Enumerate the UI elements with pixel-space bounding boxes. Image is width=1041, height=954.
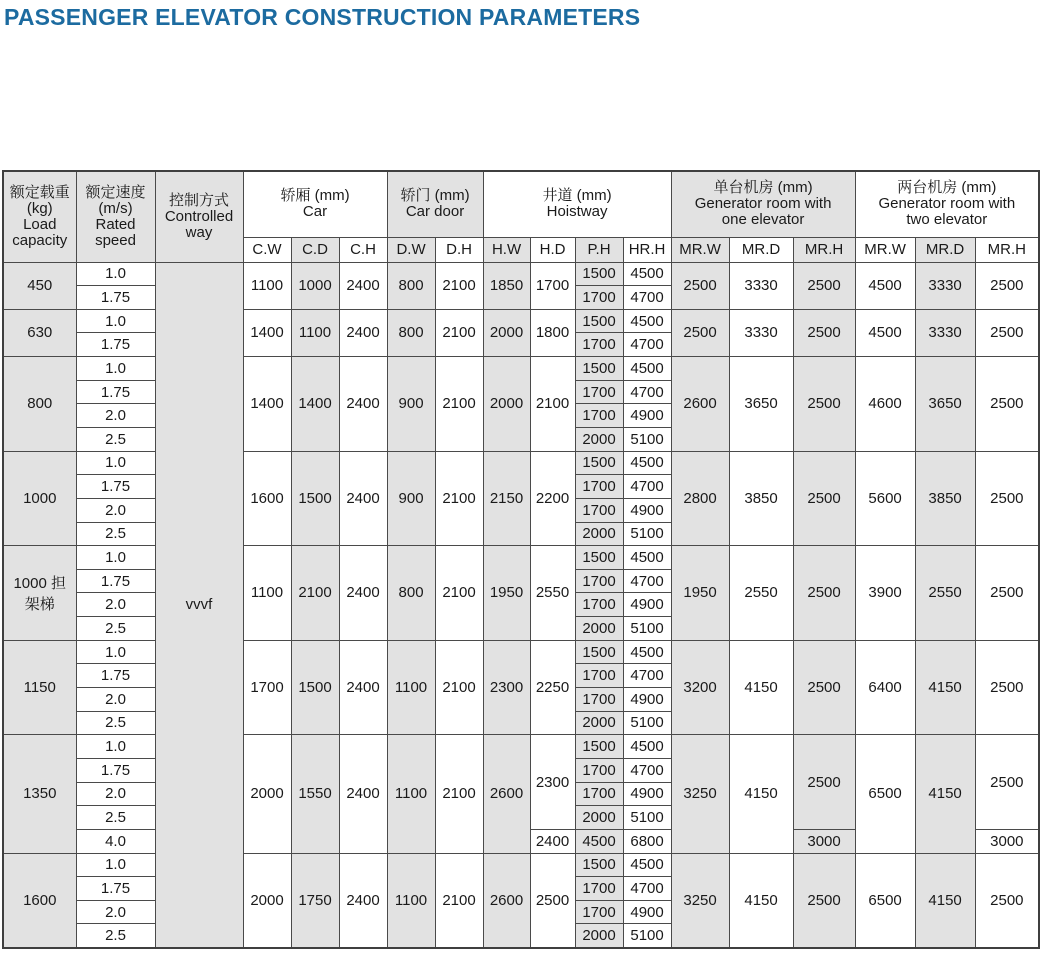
cell-headroom-height: 4700 (623, 475, 671, 499)
cell-two-room-height: 2500 (975, 640, 1039, 735)
header-rated-speed: 额定速度 (m/s) Rated speed (76, 171, 155, 262)
header-load-capacity: 额定载重 (kg) Load capacity (3, 171, 76, 262)
header-sub-ch: C.H (339, 237, 387, 262)
cell-headroom-height: 4900 (623, 593, 671, 617)
cell-car-width: 2000 (243, 853, 291, 948)
cell-two-room-height: 2500 (975, 546, 1039, 641)
cell-hoistway-width: 2150 (483, 451, 530, 546)
cell-car-width: 1700 (243, 640, 291, 735)
header-controlled-way: 控制方式 Controlled way (155, 171, 243, 262)
cell-headroom-height: 4500 (623, 735, 671, 759)
cell-headroom-height: 4900 (623, 900, 671, 924)
cell-hoistway-depth: 2400 (530, 829, 575, 853)
header-one-elevator-room-group: 单台机房 (mm) Generator room with one elevator (671, 171, 855, 237)
cell-one-room-width: 1950 (671, 546, 729, 641)
cell-headroom-height: 5100 (623, 924, 671, 948)
cell-hoistway-width: 2000 (483, 309, 530, 356)
cell-two-room-width: 6400 (855, 640, 915, 735)
cell-headroom-height: 4700 (623, 877, 671, 901)
cell-pit-height: 1700 (575, 404, 623, 428)
cell-headroom-height: 4900 (623, 498, 671, 522)
cell-pit-height: 1700 (575, 664, 623, 688)
cell-headroom-height: 6800 (623, 829, 671, 853)
cell-car-height: 2400 (339, 309, 387, 356)
cell-rated-speed: 2.5 (76, 617, 155, 641)
header-sub-mrd: MR.D (915, 237, 975, 262)
cell-headroom-height: 4700 (623, 333, 671, 357)
cell-hoistway-depth: 1700 (530, 262, 575, 309)
cell-two-room-height: 2500 (975, 262, 1039, 309)
cell-hoistway-depth: 2500 (530, 853, 575, 948)
cell-headroom-height: 4700 (623, 569, 671, 593)
cell-one-room-height: 2500 (793, 735, 855, 830)
cell-pit-height: 1700 (575, 593, 623, 617)
cell-headroom-height: 5100 (623, 617, 671, 641)
cell-pit-height: 1500 (575, 640, 623, 664)
cell-hoistway-depth: 1800 (530, 309, 575, 356)
cell-two-room-width: 4600 (855, 357, 915, 452)
cell-two-room-height: 2500 (975, 853, 1039, 948)
cell-one-room-width: 3250 (671, 853, 729, 948)
cell-two-room-depth: 3650 (915, 357, 975, 452)
cell-two-room-depth: 4150 (915, 640, 975, 735)
cell-hoistway-depth: 2100 (530, 357, 575, 452)
cell-car-depth: 2100 (291, 546, 339, 641)
cell-one-room-width: 3250 (671, 735, 729, 853)
cell-one-room-height: 2500 (793, 546, 855, 641)
cell-two-room-height: 2500 (975, 357, 1039, 452)
cell-two-room-width: 6500 (855, 853, 915, 948)
cell-headroom-height: 4500 (623, 640, 671, 664)
cell-one-room-height: 2500 (793, 853, 855, 948)
cell-car-width: 1400 (243, 357, 291, 452)
cell-rated-speed: 1.75 (76, 758, 155, 782)
cell-rated-speed: 1.75 (76, 664, 155, 688)
cell-car-depth: 1500 (291, 451, 339, 546)
cell-rated-speed: 1.75 (76, 569, 155, 593)
cell-door-height: 2100 (435, 640, 483, 735)
cell-pit-height: 2000 (575, 617, 623, 641)
cell-one-room-height: 2500 (793, 451, 855, 546)
cell-door-height: 2100 (435, 853, 483, 948)
cell-hoistway-width: 2600 (483, 735, 530, 853)
cell-hoistway-depth: 2300 (530, 735, 575, 830)
cell-door-height: 2100 (435, 309, 483, 356)
cell-car-depth: 1400 (291, 357, 339, 452)
page-title: PASSENGER ELEVATOR CONSTRUCTION PARAMETERS (4, 4, 641, 30)
cell-car-depth: 1500 (291, 640, 339, 735)
cell-door-width: 800 (387, 262, 435, 309)
cell-rated-speed: 2.5 (76, 924, 155, 948)
header-sub-hd: H.D (530, 237, 575, 262)
cell-hoistway-depth: 2200 (530, 451, 575, 546)
cell-door-height: 2100 (435, 546, 483, 641)
cell-one-room-height: 2500 (793, 357, 855, 452)
cell-car-width: 2000 (243, 735, 291, 853)
cell-pit-height: 1700 (575, 782, 623, 806)
cell-rated-speed: 2.0 (76, 404, 155, 428)
cell-headroom-height: 5100 (623, 806, 671, 830)
cell-car-height: 2400 (339, 262, 387, 309)
cell-car-width: 1400 (243, 309, 291, 356)
cell-pit-height: 1500 (575, 451, 623, 475)
cell-rated-speed: 2.5 (76, 522, 155, 546)
cell-two-room-depth: 3850 (915, 451, 975, 546)
header-sub-mrh: MR.H (975, 237, 1039, 262)
cell-pit-height: 1500 (575, 309, 623, 333)
cell-headroom-height: 4900 (623, 404, 671, 428)
cell-car-depth: 1000 (291, 262, 339, 309)
cell-load-capacity: 1350 (3, 735, 76, 853)
cell-rated-speed: 2.0 (76, 593, 155, 617)
cell-load-capacity: 1000 (3, 451, 76, 546)
cell-pit-height: 2000 (575, 924, 623, 948)
cell-car-height: 2400 (339, 451, 387, 546)
header-sub-hw: H.W (483, 237, 530, 262)
cell-pit-height: 4500 (575, 829, 623, 853)
cell-load-capacity: 1600 (3, 853, 76, 948)
cell-rated-speed: 1.0 (76, 853, 155, 877)
cell-rated-speed: 1.75 (76, 333, 155, 357)
cell-headroom-height: 4500 (623, 357, 671, 381)
cell-car-height: 2400 (339, 640, 387, 735)
cell-headroom-height: 4500 (623, 853, 671, 877)
cell-pit-height: 1500 (575, 853, 623, 877)
cell-rated-speed: 2.0 (76, 688, 155, 712)
cell-one-room-depth: 3850 (729, 451, 793, 546)
cell-rated-speed: 1.0 (76, 262, 155, 286)
cell-pit-height: 2000 (575, 711, 623, 735)
cell-hoistway-width: 1850 (483, 262, 530, 309)
cell-rated-speed: 4.0 (76, 829, 155, 853)
cell-two-room-width: 4500 (855, 309, 915, 356)
cell-pit-height: 1700 (575, 475, 623, 499)
cell-headroom-height: 4500 (623, 546, 671, 570)
cell-headroom-height: 4500 (623, 309, 671, 333)
cell-two-room-depth: 4150 (915, 735, 975, 853)
cell-two-room-height: 3000 (975, 829, 1039, 853)
header-sub-mrw: MR.W (855, 237, 915, 262)
cell-one-room-depth: 3650 (729, 357, 793, 452)
cell-car-width: 1100 (243, 546, 291, 641)
cell-two-room-width: 3900 (855, 546, 915, 641)
cell-rated-speed: 1.75 (76, 475, 155, 499)
cell-rated-speed: 2.5 (76, 427, 155, 451)
cell-rated-speed: 1.0 (76, 451, 155, 475)
cell-hoistway-width: 1950 (483, 546, 530, 641)
cell-load-capacity: 450 (3, 262, 76, 309)
cell-headroom-height: 4700 (623, 758, 671, 782)
cell-car-height: 2400 (339, 853, 387, 948)
cell-one-room-depth: 4150 (729, 853, 793, 948)
cell-pit-height: 1700 (575, 380, 623, 404)
cell-headroom-height: 4700 (623, 286, 671, 310)
cell-two-room-depth: 3330 (915, 309, 975, 356)
cell-headroom-height: 4700 (623, 380, 671, 404)
header-sub-dh: D.H (435, 237, 483, 262)
cell-two-room-depth: 2550 (915, 546, 975, 641)
cell-one-room-width: 2500 (671, 309, 729, 356)
cell-rated-speed: 2.5 (76, 711, 155, 735)
cell-load-capacity: 1150 (3, 640, 76, 735)
header-sub-mrw: MR.W (671, 237, 729, 262)
cell-rated-speed: 1.0 (76, 357, 155, 381)
cell-hoistway-depth: 2550 (530, 546, 575, 641)
cell-pit-height: 1700 (575, 758, 623, 782)
cell-car-depth: 1550 (291, 735, 339, 853)
cell-pit-height: 1500 (575, 546, 623, 570)
cell-pit-height: 1500 (575, 262, 623, 286)
cell-one-room-width: 2500 (671, 262, 729, 309)
cell-pit-height: 1700 (575, 688, 623, 712)
cell-door-height: 2100 (435, 451, 483, 546)
cell-car-width: 1100 (243, 262, 291, 309)
header-sub-cw: C.W (243, 237, 291, 262)
cell-headroom-height: 4500 (623, 451, 671, 475)
cell-rated-speed: 2.5 (76, 806, 155, 830)
cell-rated-speed: 1.0 (76, 735, 155, 759)
cell-one-room-width: 2600 (671, 357, 729, 452)
cell-pit-height: 1700 (575, 333, 623, 357)
cell-door-height: 2100 (435, 735, 483, 853)
cell-two-room-depth: 3330 (915, 262, 975, 309)
cell-one-room-depth: 3330 (729, 309, 793, 356)
cell-car-width: 1600 (243, 451, 291, 546)
cell-one-room-height: 2500 (793, 262, 855, 309)
cell-headroom-height: 5100 (623, 522, 671, 546)
cell-door-width: 1100 (387, 735, 435, 853)
cell-headroom-height: 4500 (623, 262, 671, 286)
cell-two-room-height: 2500 (975, 309, 1039, 356)
cell-headroom-height: 5100 (623, 711, 671, 735)
cell-pit-height: 1700 (575, 877, 623, 901)
cell-hoistway-depth: 2250 (530, 640, 575, 735)
cell-door-width: 900 (387, 357, 435, 452)
cell-one-room-depth: 2550 (729, 546, 793, 641)
cell-door-height: 2100 (435, 357, 483, 452)
cell-one-room-width: 3200 (671, 640, 729, 735)
cell-pit-height: 1700 (575, 900, 623, 924)
cell-pit-height: 1500 (575, 357, 623, 381)
header-sub-mrh: MR.H (793, 237, 855, 262)
cell-hoistway-width: 2600 (483, 853, 530, 948)
cell-hoistway-width: 2300 (483, 640, 530, 735)
cell-two-room-height: 2500 (975, 451, 1039, 546)
cell-two-room-width: 4500 (855, 262, 915, 309)
cell-load-capacity: 630 (3, 309, 76, 356)
cell-headroom-height: 4900 (623, 782, 671, 806)
cell-rated-speed: 2.0 (76, 498, 155, 522)
cell-one-room-height: 2500 (793, 640, 855, 735)
cell-pit-height: 2000 (575, 806, 623, 830)
cell-rated-speed: 1.75 (76, 286, 155, 310)
cell-two-room-height: 2500 (975, 735, 1039, 830)
header-sub-dw: D.W (387, 237, 435, 262)
header-sub-ph: P.H (575, 237, 623, 262)
cell-car-height: 2400 (339, 735, 387, 853)
cell-door-width: 800 (387, 546, 435, 641)
cell-door-width: 900 (387, 451, 435, 546)
cell-one-room-depth: 4150 (729, 735, 793, 853)
cell-two-room-depth: 4150 (915, 853, 975, 948)
header-hoistway-group: 井道 (mm) Hoistway (483, 171, 671, 237)
cell-hoistway-width: 2000 (483, 357, 530, 452)
cell-load-capacity: 800 (3, 357, 76, 452)
cell-pit-height: 1700 (575, 498, 623, 522)
cell-rated-speed: 2.0 (76, 782, 155, 806)
cell-load-capacity: 1000 担 架梯 (3, 546, 76, 641)
cell-one-room-height: 2500 (793, 309, 855, 356)
cell-door-width: 1100 (387, 853, 435, 948)
cell-rated-speed: 1.0 (76, 546, 155, 570)
cell-door-width: 1100 (387, 640, 435, 735)
header-sub-cd: C.D (291, 237, 339, 262)
cell-rated-speed: 2.0 (76, 900, 155, 924)
cell-one-room-height: 3000 (793, 829, 855, 853)
cell-rated-speed: 1.0 (76, 309, 155, 333)
cell-pit-height: 2000 (575, 522, 623, 546)
cell-two-room-width: 5600 (855, 451, 915, 546)
header-car-door-group: 轿门 (mm) Car door (387, 171, 483, 237)
cell-one-room-depth: 3330 (729, 262, 793, 309)
cell-door-height: 2100 (435, 262, 483, 309)
cell-rated-speed: 1.75 (76, 877, 155, 901)
cell-headroom-height: 5100 (623, 427, 671, 451)
cell-pit-height: 1500 (575, 735, 623, 759)
header-sub-hrh: HR.H (623, 237, 671, 262)
header-car-group: 轿厢 (mm) Car (243, 171, 387, 237)
cell-pit-height: 1700 (575, 569, 623, 593)
parameters-table (2, 170, 1040, 949)
cell-headroom-height: 4700 (623, 664, 671, 688)
cell-headroom-height: 4900 (623, 688, 671, 712)
cell-rated-speed: 1.75 (76, 380, 155, 404)
cell-car-depth: 1750 (291, 853, 339, 948)
cell-one-room-width: 2800 (671, 451, 729, 546)
cell-one-room-depth: 4150 (729, 640, 793, 735)
cell-door-width: 800 (387, 309, 435, 356)
cell-pit-height: 2000 (575, 427, 623, 451)
cell-car-height: 2400 (339, 546, 387, 641)
cell-pit-height: 1700 (575, 286, 623, 310)
header-sub-mrd: MR.D (729, 237, 793, 262)
cell-car-depth: 1100 (291, 309, 339, 356)
header-two-elevator-room-group: 两台机房 (mm) Generator room with two elevator (855, 171, 1039, 237)
cell-two-room-width: 6500 (855, 735, 915, 853)
cell-car-height: 2400 (339, 357, 387, 452)
cell-rated-speed: 1.0 (76, 640, 155, 664)
cell-controlled-way: vvvf (155, 262, 243, 948)
